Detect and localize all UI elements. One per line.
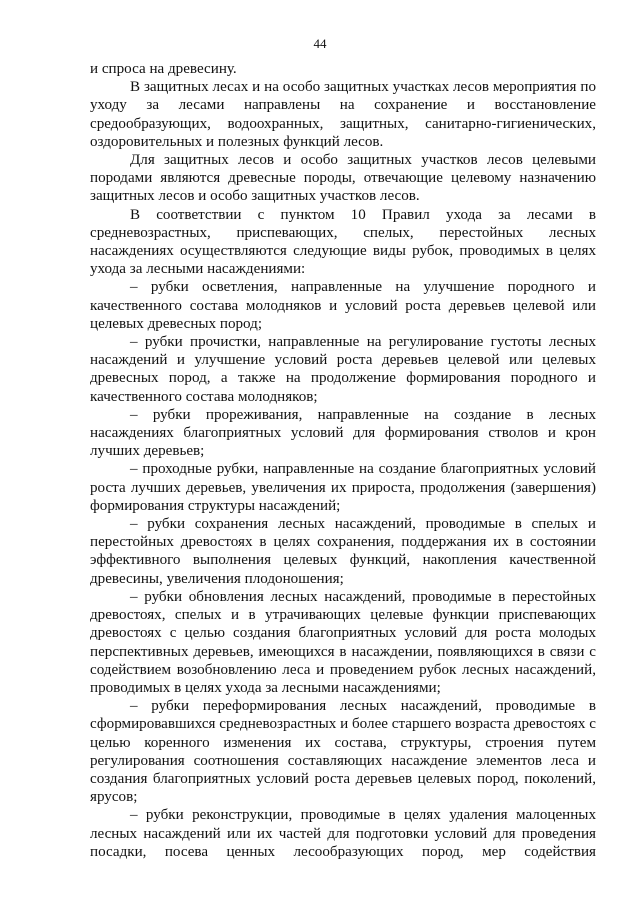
list-item-reconstruction-cuts: – рубки реконструкции, проводимые в целях удаления малоценных лесных насаждений или их частей для подготовки условий для проведения посадки, посева ценных лесообразующих пород, мер содействия — [90, 807, 596, 860]
list-item-renewal-cuts: – рубки обновления лесных насаждений, проводимые в перестойных древостоях, спелых и в утрачивающих целевые функции приспевающих древостоях с целью создания благоприятных условий для роста молодых перспективных деревьев, имеющихся в насаждении, появляющихся в связи с содействием возобновлению леса и проведением рубок лесных насаждений, проводимых в целях ухода за лесными насаждениями; — [90, 588, 596, 696]
paragraph-4: В соответствии с пунктом 10 Правил ухода за лесами в средневозрастных, приспевающих, спелых, перестойных лесных насаждениях осуществляются следующие виды рубок, проводимых в целях ухода за лесными насаждениями: — [90, 206, 596, 278]
list-item-reformation-cuts: – рубки переформирования лесных насаждений, проводимые в сформировавшихся средневозрастных и более старшего возраста древостоях с целью коренного изменения их состава, структуры, строения путем регулирования соотношения составляющих насаждение элементов леса и создания благоприятных условий роста деревьев целевых пород, поколений, ярусов; — [90, 698, 596, 806]
list-item-thinning: – рубки осветления, направленные на улучшение породного и качественного состава молодняков и условий роста деревьев целевой или целевых древесных пород; — [90, 279, 596, 332]
list-item-passing-cuts: – проходные рубки, направленные на создание благоприятных условий роста лучших деревьев, увеличения их прироста, продолжения (завершения) формирования структуры насаждений; — [90, 461, 596, 514]
paragraph-1: и спроса на древесину. — [90, 61, 237, 77]
list-item-cleaning: – рубки прочистки, направленные на регулирование густоты лесных насаждений и улучшение условий роста деревьев целевой или целевых древесных пород, а также на продолжение формирования породного и качественного состава молодняков; — [90, 334, 596, 405]
list-item-preservation-cuts: – рубки сохранения лесных насаждений, проводимые в спелых и перестойных древостоях в целях сохранения, поддержания их в состоянии эффективного выполнения целевых функций, накопления качественной древесины, увеличения плодоношения; — [90, 516, 596, 587]
page-number: 44 — [313, 36, 327, 51]
body-text — [90, 60, 596, 861]
list-item-thinning-out: – рубки прореживания, направленные на создание в лесных насаждениях благоприятных условий для формирования стволов и крон лучших деревьев; — [90, 406, 596, 460]
paragraph-3: Для защитных лесов и особо защитных участков лесов целевыми породами являются древесные породы, отвечающие целевому назначению защитных лесов и особо защитных участков лесов. — [90, 152, 596, 205]
paragraph-2: В защитных лесах и на особо защитных участках лесов мероприятия по уходу за лесами направлены на сохранение и восстановление средообразующих, водоохранных, защитных, санитарно-гигиенических, оздоровительных и полезных функций лесов. — [90, 79, 596, 150]
